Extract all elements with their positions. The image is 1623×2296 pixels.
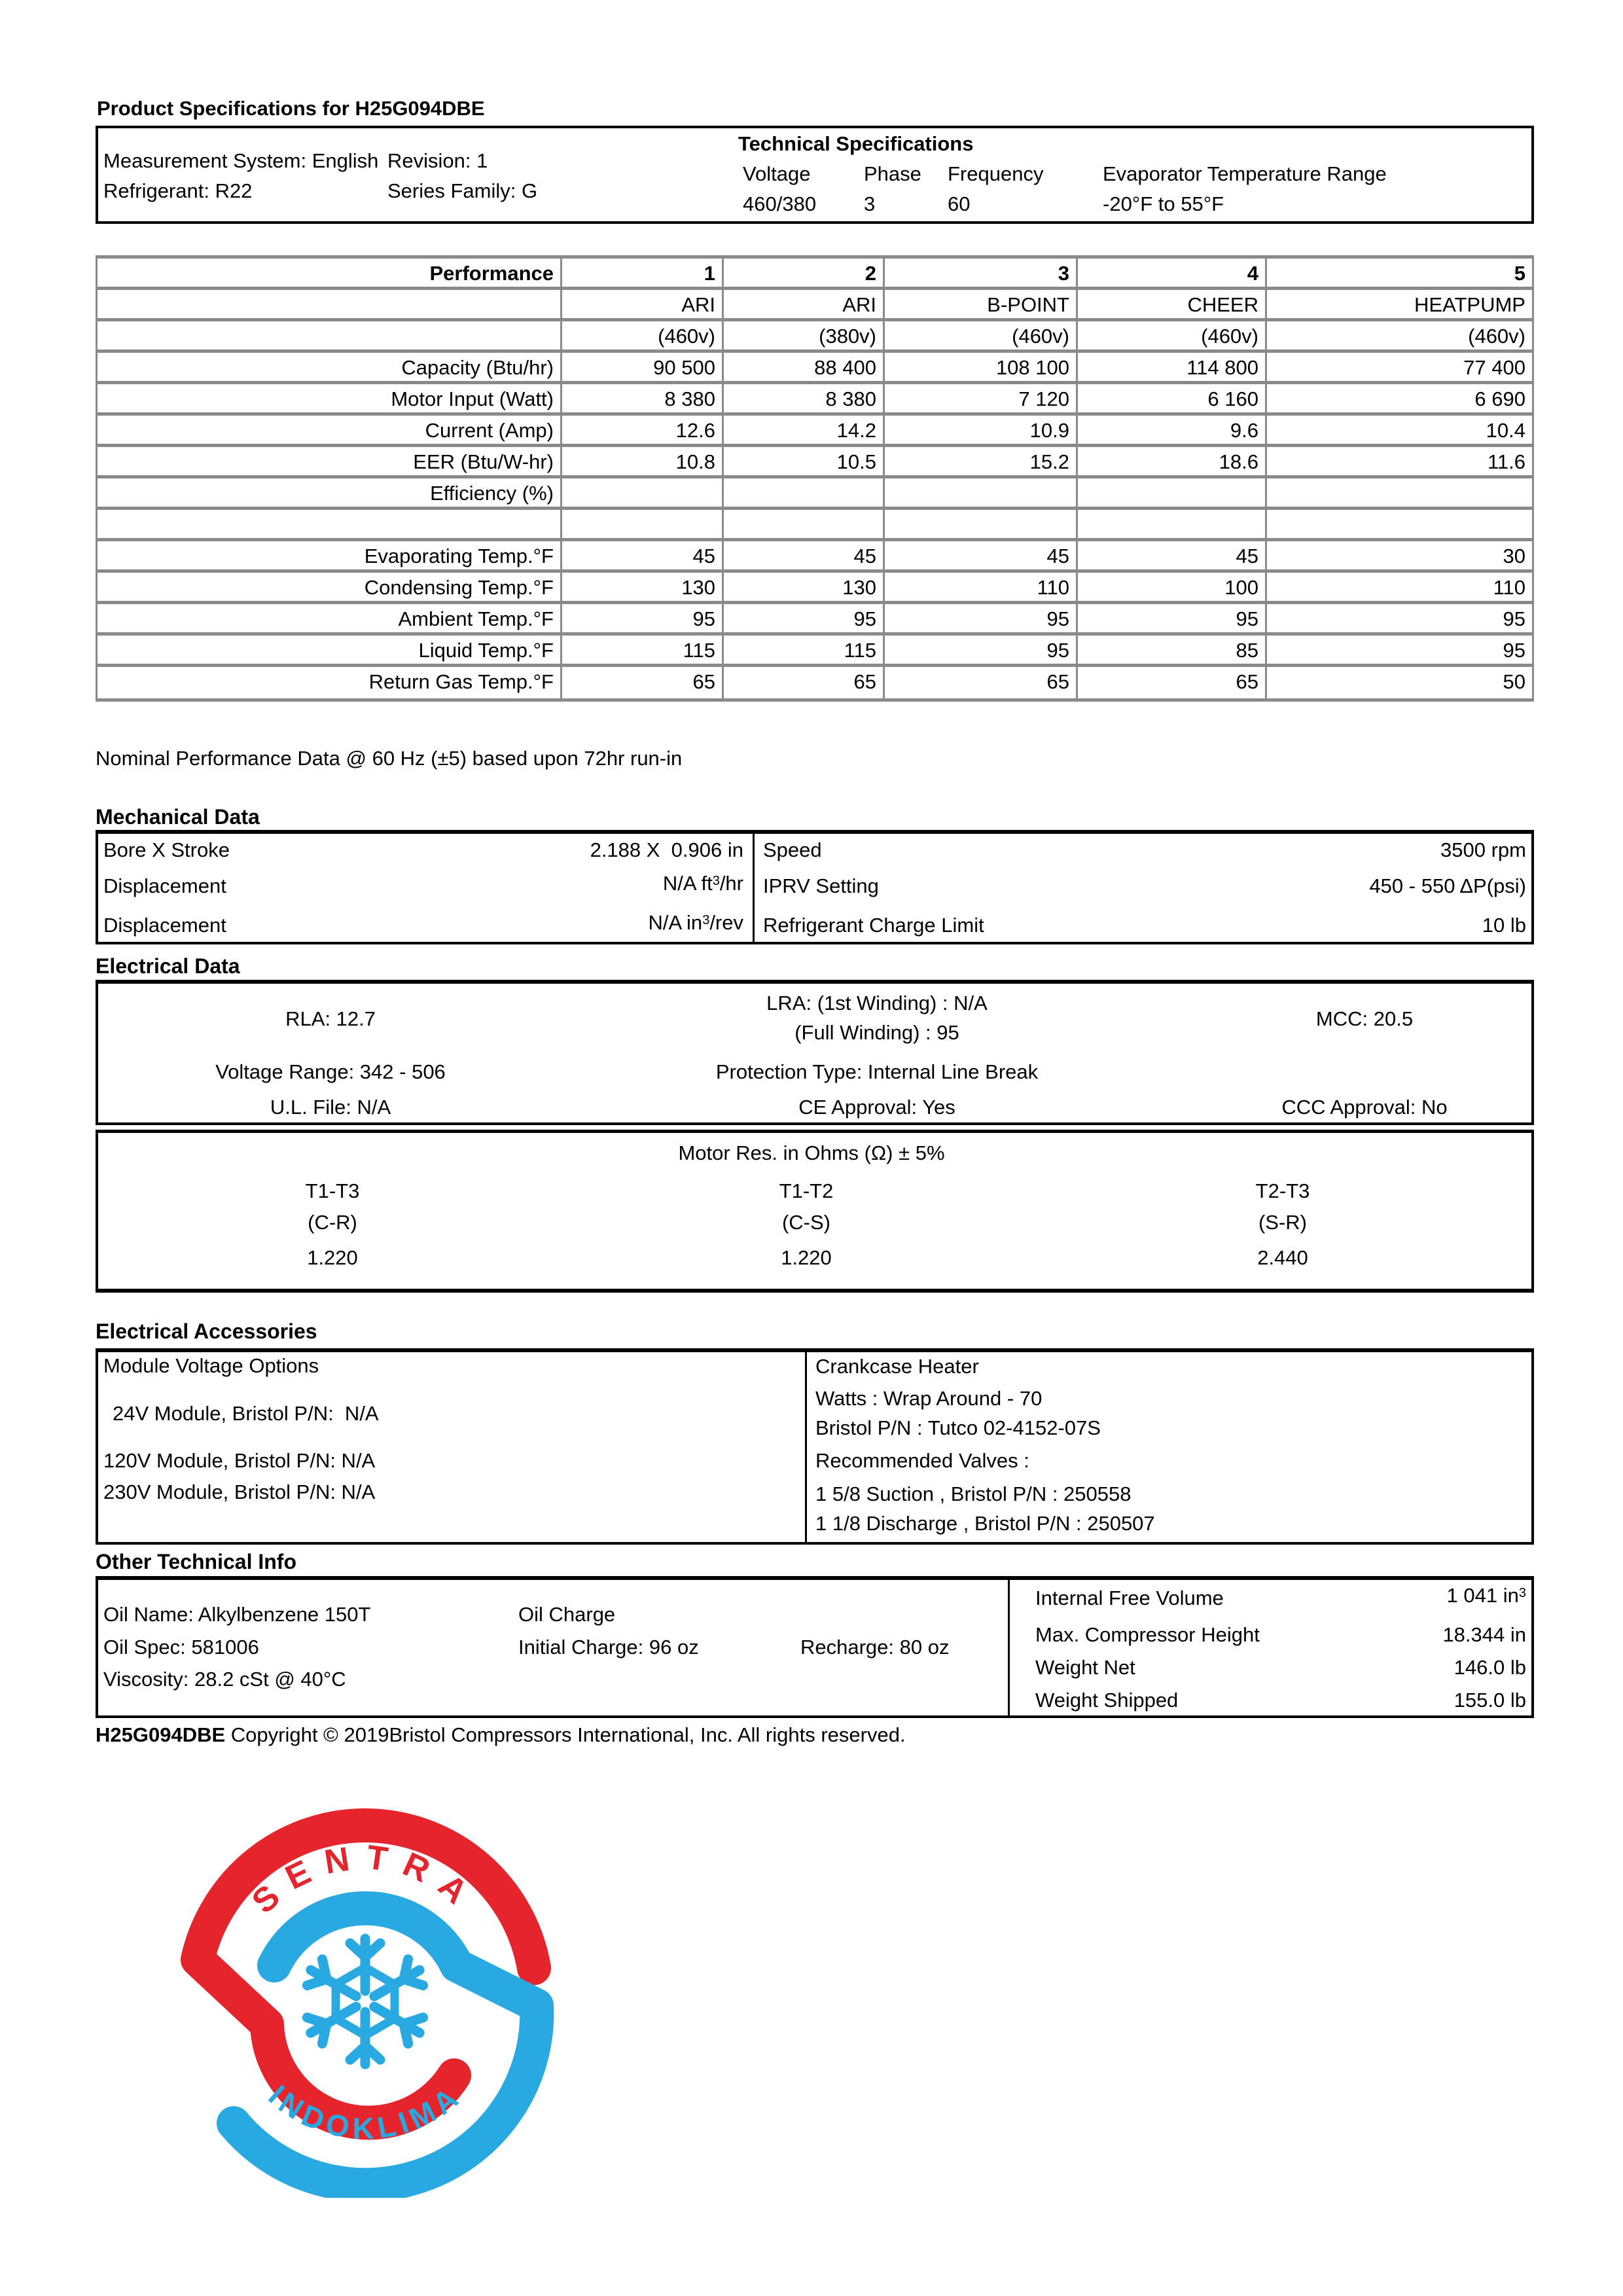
cell: 95: [1267, 604, 1532, 636]
ul-file: U.L. File: N/A: [270, 1096, 391, 1119]
cell: 30: [1267, 541, 1532, 573]
accessories-divider: [805, 1348, 807, 1545]
copyright-line: [96, 1722, 906, 1748]
cell: 14.2: [724, 416, 885, 447]
cell: 50: [1503, 670, 1525, 693]
cell: 45: [724, 541, 885, 573]
col-number: 1: [562, 259, 724, 290]
refrigerant: Refrigerant: R22: [103, 179, 253, 202]
crankcase-heater: Crankcase Heater: [815, 1355, 979, 1378]
cell: HEATPUMP: [1267, 290, 1532, 321]
motor-res-winding: (C-S): [781, 1211, 831, 1234]
cell: 115: [562, 636, 724, 667]
refrigerant-charge-value: 10 lb: [1482, 914, 1526, 937]
evap-range-value: -20°F to 55°F: [1103, 192, 1224, 215]
cell: 18.6: [1078, 447, 1267, 478]
sentra-indoklima-logo: [169, 1805, 562, 2198]
cell: 95: [1078, 604, 1267, 636]
cell: 12.6: [562, 416, 724, 447]
cell: 6 690: [1267, 384, 1532, 416]
voltage-range: Voltage Range: 342 - 506: [215, 1060, 446, 1083]
viscosity: Viscosity: 28.2 cSt @ 40°C: [103, 1668, 346, 1691]
copyright-part-number: H25G094DBE: [96, 1723, 226, 1746]
internal-free-volume-value: 1 041 $in^3$: [1446, 1584, 1526, 1607]
rla: RLA: 12.7: [285, 1007, 376, 1030]
row-label: [98, 510, 562, 541]
cell: 130: [562, 573, 724, 604]
cell: 95: [562, 604, 724, 636]
revision: Revision: 1: [387, 149, 488, 172]
mechanical-divider: [753, 830, 755, 944]
phase-label: Phase: [864, 162, 921, 185]
cell: 130: [724, 573, 885, 604]
cell: 88 400: [724, 353, 885, 384]
displacement-hr-label: Displacement: [103, 874, 226, 897]
oil-charge-label: Oil Charge: [518, 1603, 616, 1626]
cell: 100: [1078, 573, 1267, 604]
displacement-rev-value: N/A $in^3$/rev: [648, 911, 743, 934]
cell: 65: [1078, 667, 1267, 698]
refrigerant-charge-label: Refrigerant Charge Limit: [763, 914, 984, 937]
cell: 77 400: [1267, 353, 1532, 384]
max-compressor-height-value: 18.344 in: [1442, 1623, 1526, 1646]
cell: [724, 510, 885, 541]
row-label: Liquid Temp.°F: [98, 636, 562, 667]
other-divider: [1008, 1576, 1010, 1718]
speed-value: 3500 rpm: [1440, 838, 1526, 861]
cell: 110: [1267, 573, 1532, 604]
performance-table: [96, 255, 1534, 702]
snowflake-icon: [303, 1939, 427, 2064]
protection-type: Protection Type: Internal Line Break: [715, 1060, 1039, 1083]
cell: 8 380: [562, 384, 724, 416]
cell: (460v): [562, 321, 724, 353]
frequency-label: Frequency: [948, 162, 1044, 185]
cell: CHEER: [1078, 290, 1267, 321]
module-voltage-options: Module Voltage Options: [103, 1354, 319, 1377]
cell: ARI: [562, 290, 724, 321]
tech-specs-title: Technical Specifications: [738, 132, 974, 155]
row-label: Evaporating Temp.°F: [98, 541, 562, 573]
voltage-label: Voltage: [743, 162, 811, 185]
cell: (460v): [885, 321, 1078, 353]
row-label: Efficiency (%): [98, 478, 562, 510]
cell: 45: [885, 541, 1078, 573]
cell: B-POINT: [885, 290, 1078, 321]
cell: [885, 510, 1078, 541]
cell: [562, 478, 724, 510]
col-number: 5: [1267, 259, 1532, 290]
cell: 9.6: [1078, 416, 1267, 447]
lra-line2: (Full Winding) : 95: [794, 1021, 959, 1044]
cell: [885, 478, 1078, 510]
bore-stroke-value: 2.188 X 0.906 in: [590, 838, 743, 861]
row-label: Return Gas Temp.°F: [98, 667, 562, 698]
motor-res-ohms: 2.440: [1257, 1246, 1308, 1269]
cell: 85: [1078, 636, 1267, 667]
cell: 95: [724, 604, 885, 636]
speed-label: Speed: [763, 838, 822, 861]
valve-suction: 1 5/8 Suction , Bristol P/N : 250558: [815, 1482, 1132, 1505]
weight-shipped-label: Weight Shipped: [1035, 1689, 1179, 1712]
logo-bottom-text: INDOKLIMA: [262, 2077, 469, 2145]
col-number: 2: [724, 259, 885, 290]
electrical-heading: Electrical Data: [96, 954, 240, 978]
row-label: Current (Amp): [98, 416, 562, 447]
cell: 10.4: [1267, 416, 1532, 447]
max-compressor-height-label: Max. Compressor Height: [1035, 1623, 1260, 1646]
cell: [724, 478, 885, 510]
cell: 15.2: [885, 447, 1078, 478]
initial-charge: Initial Charge: 96 oz: [518, 1636, 699, 1659]
cell: 10.8: [562, 447, 724, 478]
series-family: Series Family: G: [387, 179, 538, 202]
cell: 6 160: [1078, 384, 1267, 416]
cell: 45: [562, 541, 724, 573]
mechanical-heading: Mechanical Data: [96, 805, 260, 829]
accessories-heading: Electrical Accessories: [96, 1319, 317, 1343]
mcc: MCC: 20.5: [1315, 1007, 1414, 1030]
iprv-label: IPRV Setting: [763, 874, 879, 897]
displacement-rev-label: Displacement: [103, 914, 226, 937]
page-title: Product Specifications for H25G094DBE: [97, 97, 485, 120]
cell: 10.9: [885, 416, 1078, 447]
ce-approval: CE Approval: Yes: [798, 1096, 955, 1119]
motor-res-ohms: 1.220: [307, 1246, 358, 1269]
row-label: [98, 290, 562, 321]
cell: 115: [724, 636, 885, 667]
copyright-text: Copyright © 2019Bristol Compressors International, Inc. All rights reserved.: [225, 1723, 906, 1746]
motor-res-pins: T1-T3: [305, 1179, 360, 1202]
cell: (380v): [724, 321, 885, 353]
bore-stroke-label: Bore X Stroke: [103, 838, 230, 861]
row-label: Ambient Temp.°F: [98, 604, 562, 636]
row-label: EER (Btu/W-hr): [98, 447, 562, 478]
ccc-approval: CCC Approval: No: [1281, 1096, 1448, 1119]
cell: [1078, 510, 1267, 541]
cell: 65: [724, 667, 885, 698]
cell: [1267, 478, 1532, 510]
cell: [1078, 478, 1267, 510]
cell: 114 800: [1078, 353, 1267, 384]
cell: 95: [885, 636, 1078, 667]
performance-note: Nominal Performance Data @ 60 Hz (±5) based upon 72hr run-in: [96, 747, 683, 770]
module-120v: 120V Module, Bristol P/N: N/A: [103, 1449, 376, 1472]
module-230v: 230V Module, Bristol P/N: N/A: [103, 1480, 376, 1503]
cell: 110: [885, 573, 1078, 604]
col-number: 4: [1078, 259, 1267, 290]
cell: [1267, 510, 1532, 541]
cell: 95: [1267, 636, 1532, 667]
row-label: Motor Input (Watt): [98, 384, 562, 416]
row-label: Condensing Temp.°F: [98, 573, 562, 604]
row-label: [98, 321, 562, 353]
internal-free-volume-label: Internal Free Volume: [1035, 1587, 1224, 1609]
crankcase-pn: Bristol P/N : Tutco 02-4152-07S: [815, 1416, 1101, 1439]
row-label: Capacity (Btu/hr): [98, 353, 562, 384]
cell: 8 380: [724, 384, 885, 416]
logo-top-text: SENTRA: [245, 1838, 486, 1922]
cell: 10.5: [724, 447, 885, 478]
cell: 65: [885, 667, 1078, 698]
weight-net-label: Weight Net: [1035, 1656, 1135, 1679]
weight-net-value: 146.0 lb: [1454, 1656, 1526, 1679]
module-24v: 24V Module, Bristol P/N: N/A: [113, 1402, 379, 1425]
motor-res-pins: T2-T3: [1255, 1179, 1310, 1202]
crankcase-watts: Watts : Wrap Around - 70: [815, 1387, 1043, 1410]
cell: 65: [562, 667, 724, 698]
oil-name: Oil Name: Alkylbenzene 150T: [103, 1603, 371, 1626]
cell: (460v): [1267, 321, 1532, 353]
other-heading: Other Technical Info: [96, 1550, 296, 1573]
voltage-value: 460/380: [743, 192, 817, 215]
motor-res-winding: (S-R): [1258, 1211, 1308, 1234]
cell: 90 500: [562, 353, 724, 384]
motor-res-pins: T1-T2: [779, 1179, 834, 1202]
cell: 95: [885, 604, 1078, 636]
valve-discharge: 1 1/8 Discharge , Bristol P/N : 250507: [815, 1512, 1155, 1535]
motor-res-ohms: 1.220: [781, 1246, 832, 1269]
cell: 11.6: [1267, 447, 1532, 478]
frequency-value: 60: [948, 192, 971, 215]
cell: 45: [1078, 541, 1267, 573]
oil-spec: Oil Spec: 581006: [103, 1636, 259, 1659]
col-number: 3: [885, 259, 1078, 290]
lra-line1: LRA: (1st Winding) : N/A: [766, 992, 988, 1014]
iprv-value: 450 - 550 ΔP(psi): [1369, 874, 1526, 897]
recharge: Recharge: 80 oz: [800, 1636, 950, 1659]
motor-res-winding: (C-R): [308, 1211, 357, 1234]
phase-value: 3: [864, 192, 876, 215]
performance-header-label: Performance: [98, 259, 562, 290]
cell: [562, 510, 724, 541]
measurement-system: Measurement System: English: [103, 149, 379, 172]
motor-res-title: Motor Res. in Ohms (Ω) ± 5%: [678, 1141, 945, 1164]
weight-shipped-value: 155.0 lb: [1454, 1689, 1526, 1712]
cell: 108 100: [885, 353, 1078, 384]
displacement-hr-value: N/A $ft^3/hr$: [662, 872, 743, 895]
recommended-valves: Recommended Valves :: [815, 1449, 1029, 1472]
cell: ARI: [724, 290, 885, 321]
cell: 7 120: [885, 384, 1078, 416]
cell: (460v): [1078, 321, 1267, 353]
evap-range-label: Evaporator Temperature Range: [1103, 162, 1387, 185]
